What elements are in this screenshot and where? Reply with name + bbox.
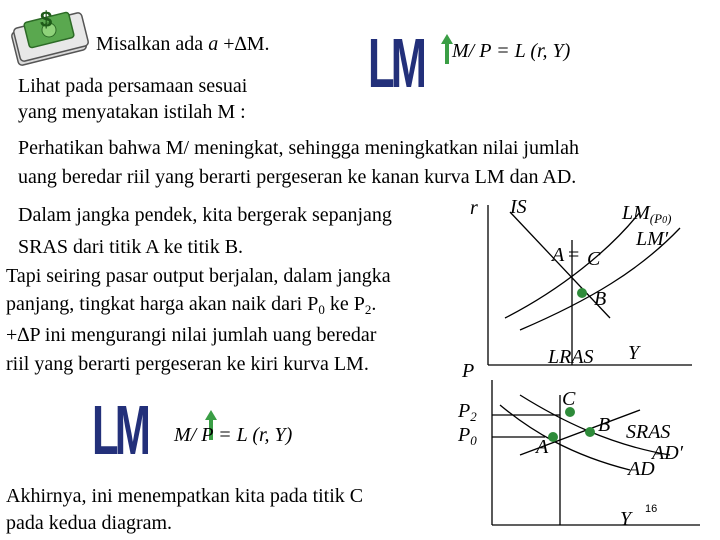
lm-logo: LM — [368, 24, 424, 102]
closing-line-2: pada kedua diagram. — [6, 512, 173, 534]
lm-label-sub3: ) — [667, 211, 672, 226]
bottom-point-b: B — [598, 414, 611, 436]
intro-text — [96, 33, 270, 55]
para2-line-4b: 0 — [318, 302, 325, 317]
intro-var: a — [208, 33, 219, 55]
intro-suffix: +∆M. — [218, 33, 270, 55]
top-point-a: A — [552, 244, 565, 266]
lm-label-main: LM — [622, 202, 650, 224]
lm-prime-label: LM′ — [636, 228, 669, 250]
ad-prime-label: AD′ — [652, 442, 684, 464]
point-b-bottom-marker — [585, 427, 595, 437]
point-a-marker — [548, 432, 558, 442]
para2-line-6: riil yang berarti pergeseran ke kiri kurva LM. — [6, 353, 369, 375]
body-line-3: Perhatikan bahwa M/ meningkat, sehingga meningkatkan nilai jumlah — [18, 137, 579, 159]
para2-line-1: Dalam jangka pendek, kita bergerak sepanjang — [18, 204, 392, 226]
bottom-x-axis-label: Y — [620, 508, 632, 530]
para2-line-3: Tapi seiring pasar output berjalan, dalam jangka — [6, 265, 391, 287]
page-number: 16 — [645, 503, 658, 515]
para2-line-4a: panjang, tingkat harga akan naik dari P — [6, 293, 319, 315]
para2-line-4c: ke P — [324, 293, 365, 315]
para2-line-4 — [6, 293, 376, 321]
lras-label: LRAS — [548, 346, 594, 368]
money-icon — [11, 7, 89, 66]
p0-label — [458, 424, 477, 452]
p2-main: P — [458, 400, 471, 422]
para2-line-4d: 2 — [364, 302, 372, 317]
top-x-axis-label: Y — [628, 342, 640, 364]
p2-sub: 2 — [470, 409, 477, 424]
bottom-point-c: C — [562, 388, 576, 410]
lm-label-sub: (P — [649, 211, 663, 226]
p0-sub: 0 — [470, 433, 477, 448]
body-line-2: yang menyatakan istilah M : — [18, 101, 246, 123]
intro-prefix: Misalkan ada — [96, 33, 209, 55]
lm-logo-bottom: LM — [92, 391, 148, 469]
equation-bottom: M/ P = L (r, Y) — [174, 424, 293, 446]
ad-label: AD — [628, 458, 655, 480]
para2-line-5: +∆P ini mengurangi nilai jumlah uang beredar — [6, 324, 377, 346]
lm-label-sub2: 0 — [662, 215, 668, 226]
body-line-1: Lihat pada persamaan sesuai — [18, 75, 248, 97]
body-line-4: uang beredar riil yang berarti pergeseran ke kanan kurva LM dan AD. — [18, 166, 577, 188]
equation-top: M/ P = L (r, Y) — [452, 40, 571, 62]
para2-line-2: SRAS dari titik A ke titik B. — [18, 236, 244, 258]
top-point-b: B — [594, 288, 607, 310]
bottom-y-axis-label: P — [462, 360, 475, 382]
svg-text:$: $ — [40, 7, 53, 32]
is-label: IS — [510, 196, 527, 218]
closing-line-1: Akhirnya, ini menempatkan kita pada titik C — [6, 485, 364, 507]
top-point-c: C — [587, 248, 601, 270]
point-b-marker — [577, 288, 587, 298]
p0-main: P — [458, 424, 471, 446]
top-y-axis-label: r — [470, 197, 478, 219]
bottom-point-a: A — [536, 436, 549, 458]
para2-line-4e: . — [371, 293, 377, 315]
sras-label: SRAS — [626, 421, 671, 443]
top-equals: = — [568, 244, 580, 266]
